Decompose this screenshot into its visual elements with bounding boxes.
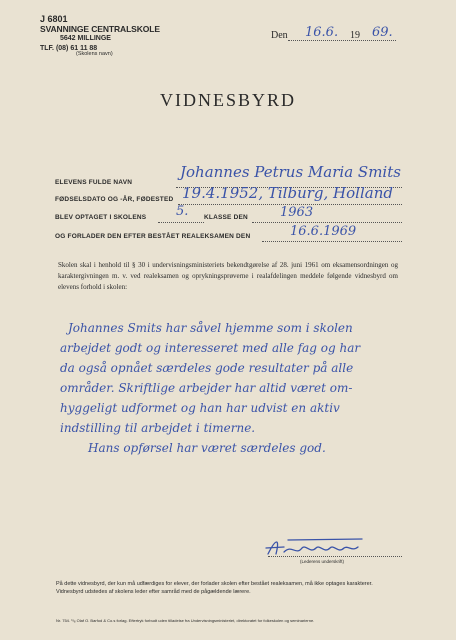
signature-line bbox=[268, 556, 402, 557]
field-value-class: 5. bbox=[176, 204, 189, 219]
school-phone: TLF. (08) 61 11 88 bbox=[40, 45, 98, 52]
assessment-line: hyggeligt udformet og han har udvist en aktiv bbox=[60, 401, 340, 415]
footer-line: Vidnesbyrd udstedes af skolens leder efter samråd med de pågældende lærere. bbox=[56, 589, 251, 595]
field-value-name: Johannes Petrus Maria Smits bbox=[180, 163, 401, 181]
assessment-line: områder. Skriftlige arbejder har altid været om- bbox=[60, 381, 353, 395]
field-line-leaving bbox=[262, 241, 402, 242]
assessment-line: da også opnået særdeles gode resultater på alle bbox=[60, 361, 354, 375]
signature-caption: (Lederens underskrift) bbox=[300, 559, 345, 564]
assessment-line: indstilling til arbejdet i timerne. bbox=[60, 421, 256, 435]
document-code: J 6801 bbox=[40, 14, 68, 24]
school-address: 5642 MILLINGE bbox=[60, 35, 111, 42]
field-label-admitted: BLEV OPTAGET I SKOLENS bbox=[55, 214, 147, 221]
field-line-class bbox=[158, 222, 204, 223]
headmaster-signature bbox=[262, 536, 372, 558]
legal-paragraph: Skolen skal i henhold til § 30 i undervisningsministeriets bekendtgørelse af 28. juni 1961 om eksamensordningen og karaktergivningen m. v. ved realeksamen og oprykningsprøverne i realafdelingen meddele følgende vidnesbyrd om elevens forhold i skolen: bbox=[58, 261, 398, 291]
footer-line: På dette vidnesbyrd, der kun må udfærdiges for elever, der forlader skolen efter bestået realeksamen, må ikke optages karakterer. bbox=[56, 581, 373, 587]
assessment-line: Johannes Smits har såvel hjemme som i skolen bbox=[68, 321, 353, 335]
assessment-line: arbejdet godt og interesseret med alle fag og har bbox=[60, 341, 361, 355]
school-stamp bbox=[40, 14, 160, 57]
field-value-class-date: 1963 bbox=[280, 205, 314, 220]
stamp-caption: (Skolens navn) bbox=[76, 51, 113, 57]
year-prefix: 19 bbox=[350, 30, 360, 41]
date-label: Den bbox=[271, 30, 288, 41]
field-label-name: ELEVENS FULDE NAVN bbox=[55, 179, 133, 186]
field-line-class-date bbox=[252, 222, 402, 223]
year-value: 69. bbox=[372, 25, 393, 40]
document-title: VIDNESBYRD bbox=[159, 90, 296, 110]
assessment-line: Hans opførsel har været særdeles god. bbox=[88, 441, 326, 455]
field-value-leaving: 16.6.1969 bbox=[290, 224, 357, 239]
field-label-leaving: OG FORLADER DEN EFTER BESTÅET REALEKSAMEN DEN bbox=[55, 233, 251, 240]
date-value: 16.6. bbox=[305, 25, 339, 40]
print-note: Nr. 754. ⁶/₈ Olaf O. Barfod & Co.s forlag. Eftertryk forbudt uden tilladelse fra Undervisningsministeriet, direktoratet for folkeskolen og seminarierne. bbox=[56, 618, 315, 623]
handwritten-assessment bbox=[60, 318, 420, 458]
field-label-class-date: KLASSE DEN bbox=[204, 214, 248, 221]
date-line bbox=[288, 40, 396, 41]
footer-notes bbox=[56, 580, 416, 596]
field-value-birth: 19.4.1952, Tilburg, Holland bbox=[182, 184, 393, 202]
field-label-birth: FØDSELSDATO OG -ÅR, FØDESTED bbox=[55, 196, 174, 203]
school-name: SVANNINGE CENTRALSKOLE bbox=[40, 24, 160, 34]
